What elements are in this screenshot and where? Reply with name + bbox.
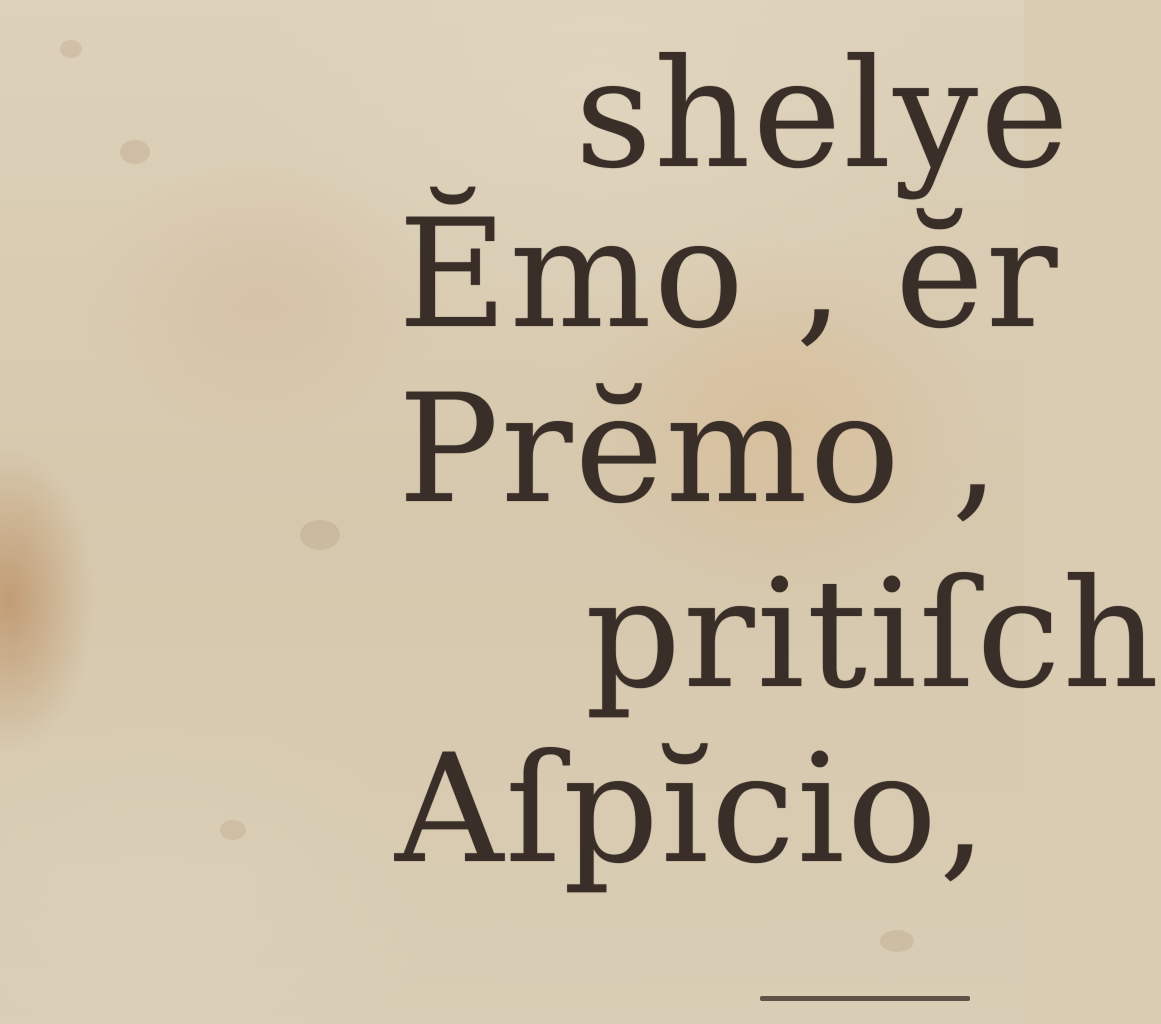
paper-speck bbox=[120, 140, 150, 164]
text-line-3: Prĕmo , bbox=[398, 363, 1002, 537]
paper-speck bbox=[220, 820, 246, 840]
paper-speck bbox=[300, 520, 340, 550]
text-line-5: Aſpĭcio, bbox=[395, 723, 989, 897]
horizontal-rule bbox=[760, 996, 970, 1001]
paper-speck bbox=[880, 930, 914, 952]
text-line-1: shelye bbox=[575, 28, 1071, 202]
text-line-4: pritiſch bbox=[585, 548, 1161, 722]
paper-speck bbox=[60, 40, 82, 58]
text-line-2: Ĕmo , ĕr bbox=[398, 188, 1060, 362]
